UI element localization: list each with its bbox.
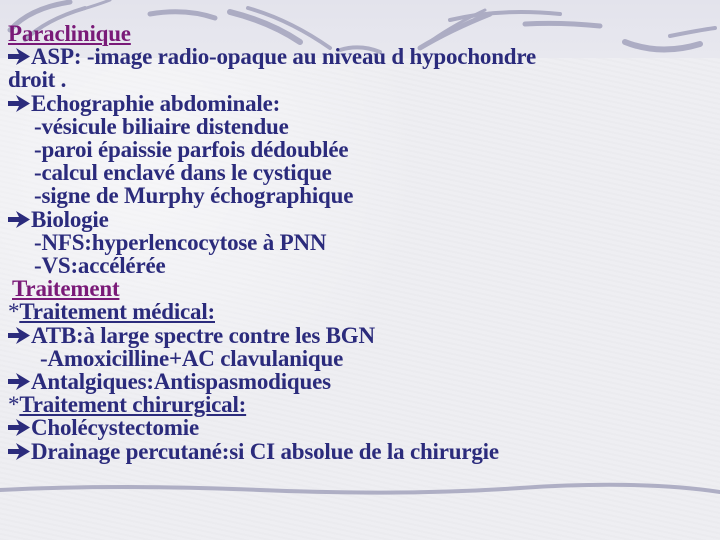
- bullet-antalgiques: [8, 370, 720, 393]
- heading-traitement: Traitement: [12, 276, 120, 302]
- biologie-label: Biologie: [31, 206, 109, 232]
- echo-item: -signe de Murphy échographique: [34, 183, 354, 209]
- chirurgical-label: Traitement chirurgical:: [19, 392, 247, 418]
- bullet-biologie: [8, 208, 720, 231]
- bullet-atb: [8, 324, 720, 347]
- bullet-asp: [8, 45, 720, 68]
- cholecystectomie-label: Cholécystectomie: [31, 415, 199, 441]
- right-arrow-icon: [8, 48, 30, 65]
- atb-label: ATB:à large spectre contre les BGN: [31, 322, 375, 348]
- bullet-drainage: [8, 440, 720, 463]
- heading-paraclinique: Paraclinique: [8, 21, 131, 46]
- asp-continuation: droit .: [8, 67, 67, 93]
- right-arrow-icon: [8, 373, 30, 390]
- asterisk: *: [8, 392, 20, 418]
- bullet-echographie: [8, 92, 720, 115]
- bio-item: -NFS:hyperlencocytose à PNN: [34, 229, 327, 255]
- right-arrow-icon: [8, 95, 30, 112]
- asterisk: *: [8, 299, 20, 325]
- asp-text: ASP: -image radio-opaque au niveau d hypochondre: [31, 44, 536, 70]
- echo-item: -paroi épaissie parfois dédoublée: [34, 137, 349, 163]
- antalgiques-label: Antalgiques:Antispasmodiques: [31, 369, 331, 395]
- bio-item: -VS:accélérée: [34, 253, 166, 279]
- subheading-chirurgical: [8, 393, 720, 416]
- echo-item: -calcul enclavé dans le cystique: [34, 160, 332, 186]
- right-arrow-icon: [8, 211, 30, 228]
- medical-label: Traitement médical:: [19, 299, 215, 325]
- atb-item: -Amoxicilline+AC clavulanique: [40, 345, 344, 371]
- right-arrow-icon: [8, 443, 30, 460]
- slide-content: [8, 22, 720, 463]
- echographie-label: Echographie abdominale:: [31, 90, 281, 116]
- right-arrow-icon: [8, 419, 30, 436]
- bullet-cholecystectomie: [8, 416, 720, 439]
- drainage-label: Drainage percutané:si CI absolue de la chirurgie: [31, 438, 499, 464]
- right-arrow-icon: [8, 327, 30, 344]
- subheading-medical: [8, 300, 720, 323]
- echo-item: -vésicule biliaire distendue: [34, 113, 289, 139]
